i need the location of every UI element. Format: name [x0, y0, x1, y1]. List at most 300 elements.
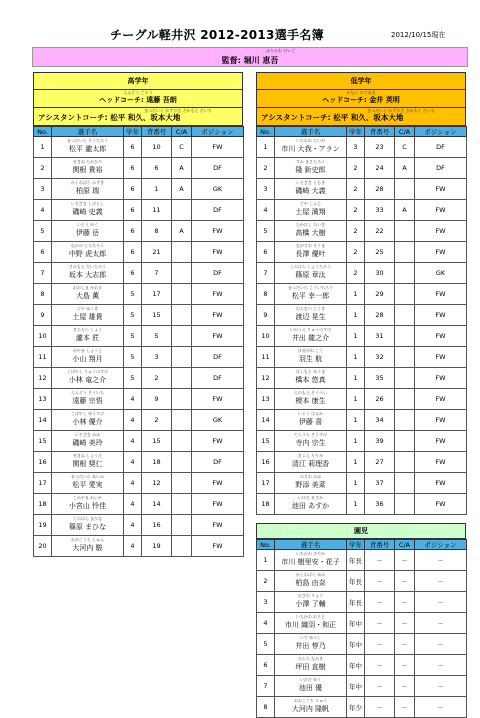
player-name: 隆 釿史郎 — [295, 166, 326, 174]
player-name: 市川 織羽・和正 — [284, 621, 337, 629]
player-position: － — [415, 550, 467, 571]
player-name-ruby: かしわばら みずき — [70, 180, 105, 185]
player-name-cell — [52, 431, 124, 452]
player-number: 16 — [142, 515, 172, 536]
player-name-cell — [52, 515, 124, 536]
player-no: 3 — [257, 179, 275, 200]
player-ca: A — [172, 179, 192, 200]
player-no: 3 — [257, 592, 275, 613]
player-name-ruby: えんどう そういち — [70, 390, 105, 395]
table-row — [257, 613, 467, 634]
player-ca: － — [395, 697, 415, 718]
player-ca: C — [395, 137, 415, 158]
director-ruby: ほりかわ けいご — [266, 48, 296, 53]
col-grade: 学年 — [347, 127, 365, 137]
player-grade: 4 — [124, 452, 142, 473]
player-name-cell — [52, 263, 124, 284]
player-number: － — [365, 676, 395, 697]
player-name-ruby: いちかわ たいが — [295, 138, 326, 143]
player-ca — [172, 410, 192, 431]
player-name-ruby: きよえ りりか — [297, 453, 324, 458]
kindergarten-table — [256, 539, 467, 718]
player-position: FW — [415, 494, 467, 515]
table-row — [34, 263, 244, 284]
player-position: FW — [192, 137, 244, 158]
table-row — [257, 242, 467, 263]
player-position: FW — [415, 410, 467, 431]
player-no: 17 — [257, 473, 275, 494]
player-position: FW — [415, 347, 467, 368]
player-position: FW — [415, 389, 467, 410]
player-ca — [395, 389, 415, 410]
player-name-cell — [52, 389, 124, 410]
player-no: 6 — [257, 655, 275, 676]
player-name: 小林 優介 — [72, 418, 103, 426]
table-row — [257, 473, 467, 494]
player-name: 松平 瀧太郎 — [68, 145, 107, 153]
player-grade: 1 — [347, 452, 365, 473]
player-name-cell — [275, 305, 347, 326]
player-ca — [172, 200, 192, 221]
player-number: 27 — [365, 452, 395, 473]
player-grade: 2 — [347, 200, 365, 221]
player-name-ruby: たかはし たいき — [295, 222, 326, 227]
player-position: FW — [415, 284, 467, 305]
col-ca: C/A — [395, 127, 415, 137]
player-number: 8 — [142, 221, 172, 242]
player-position: FW — [192, 284, 244, 305]
player-grade: 4 — [124, 473, 142, 494]
player-name-ruby: こばやし ゆうすけ — [70, 411, 105, 416]
player-name-ruby: いとう がく — [76, 222, 99, 227]
player-name-cell — [275, 284, 347, 305]
table-row — [257, 697, 467, 718]
player-name: 小山 翔月 — [72, 355, 103, 363]
player-name: 柏原 瑞 — [75, 187, 100, 195]
player-name-cell — [52, 137, 124, 158]
player-position: FW — [192, 536, 244, 557]
player-name: 瀧本 匠 — [75, 334, 100, 342]
player-name-cell — [275, 431, 347, 452]
player-name: 中野 虎太郎 — [68, 250, 107, 258]
player-name-ruby: いで あつし — [299, 635, 322, 640]
player-number: 11 — [142, 200, 172, 221]
player-position: DF — [415, 158, 467, 179]
player-ca — [172, 473, 192, 494]
player-number: 12 — [142, 473, 172, 494]
player-name-ruby: おおこうち りゅう — [293, 698, 328, 703]
player-number: 17 — [142, 284, 172, 305]
table-header-row — [257, 127, 467, 137]
player-name-ruby: おやま しょうじ — [72, 348, 103, 353]
player-number: 28 — [365, 305, 395, 326]
player-ca: － — [395, 634, 415, 655]
player-name: 篠原 章汰 — [295, 271, 326, 279]
player-grade: 年長 — [347, 592, 365, 613]
player-grade: 6 — [124, 263, 142, 284]
player-name-cell — [275, 571, 347, 592]
player-number: 24 — [365, 158, 395, 179]
player-grade: 年中 — [347, 613, 365, 634]
player-name: 清江 莉理香 — [291, 460, 330, 468]
player-number: 1 — [142, 179, 172, 200]
table-row — [257, 389, 467, 410]
player-name-cell — [275, 179, 347, 200]
player-ca — [395, 221, 415, 242]
player-name-cell — [275, 389, 347, 410]
player-name-cell — [52, 347, 124, 368]
lower-head-coach-ruby: かない ひであき — [346, 90, 376, 95]
player-name: 野添 美菜 — [295, 481, 326, 489]
player-number: 14 — [142, 494, 172, 515]
player-ca — [172, 326, 192, 347]
player-position: FW — [192, 515, 244, 536]
player-no: 7 — [257, 263, 275, 284]
player-position: FW — [415, 452, 467, 473]
player-name-ruby: ひらた なおき — [297, 656, 324, 661]
player-position: FW — [415, 431, 467, 452]
player-name-ruby: せきね しょうた — [72, 453, 103, 458]
player-number: 3 — [142, 347, 172, 368]
player-name-ruby: いとう はるか — [297, 411, 324, 416]
player-no: 4 — [257, 200, 275, 221]
player-number: － — [365, 655, 395, 676]
upper-head-coach-ruby: えんどう ごろう — [123, 90, 153, 95]
player-name: 小宮山 怜佳 — [68, 502, 107, 510]
player-ca: － — [395, 550, 415, 571]
player-name: 榎本 康生 — [295, 397, 326, 405]
player-number: 26 — [365, 389, 395, 410]
lower-assistant-ruby: まつだいら かずひさ さかもと だいち — [367, 108, 435, 113]
player-name: 松平 幸一郎 — [291, 292, 330, 300]
player-ca — [395, 242, 415, 263]
player-no: 14 — [257, 410, 275, 431]
player-name-cell — [275, 200, 347, 221]
player-name-ruby: こばやし りゅうのすけ — [66, 369, 109, 374]
player-name: 遠藤 宗悟 — [72, 397, 103, 405]
player-position: FW — [192, 389, 244, 410]
player-no: 11 — [34, 347, 52, 368]
director-banner — [32, 47, 468, 67]
player-name-ruby: いちかわ おりと — [295, 614, 326, 619]
lower-grade-table — [256, 126, 467, 515]
player-position: － — [415, 655, 467, 676]
player-number: － — [365, 613, 395, 634]
player-no: 6 — [34, 242, 52, 263]
player-grade: 2 — [347, 242, 365, 263]
table-row — [257, 347, 467, 368]
table-row — [34, 137, 244, 158]
player-grade: 4 — [124, 515, 142, 536]
player-no: 5 — [257, 634, 275, 655]
player-grade: 年中 — [347, 676, 365, 697]
player-name-cell — [275, 368, 347, 389]
player-position: FW — [192, 494, 244, 515]
table-row — [34, 389, 244, 410]
player-position: DF — [192, 263, 244, 284]
player-ca: C — [172, 137, 192, 158]
player-position: － — [415, 592, 467, 613]
col-name: 選手名 — [275, 127, 347, 137]
player-grade: 1 — [347, 410, 365, 431]
player-name-ruby: おざわ りょう — [297, 593, 324, 598]
player-name: 関根 奨仁 — [72, 460, 103, 468]
player-name-ruby: まつだいら そうたろう — [66, 138, 109, 143]
player-ca: A — [395, 158, 415, 179]
player-position: FW — [192, 431, 244, 452]
player-number: 2 — [142, 368, 172, 389]
player-grade: 2 — [347, 158, 365, 179]
player-grade: 1 — [347, 305, 365, 326]
page-title: チーグル軽井沢 2012-2013選手名簿 — [110, 28, 324, 42]
player-name-cell — [52, 158, 124, 179]
player-no: 6 — [257, 242, 275, 263]
player-name-cell — [275, 242, 347, 263]
table-row — [34, 347, 244, 368]
table-row — [257, 452, 467, 473]
player-ca — [172, 305, 192, 326]
player-no: 15 — [34, 431, 52, 452]
player-grade: 2 — [347, 263, 365, 284]
table-row — [34, 452, 244, 473]
player-name-cell — [275, 494, 347, 515]
player-number: 10 — [142, 137, 172, 158]
upper-assistant-name: アシスタントコーチ: 松平 和久、坂本大地 — [38, 113, 181, 122]
player-grade: 1 — [347, 389, 365, 410]
player-name: 池田 優 — [298, 684, 323, 692]
player-name-cell — [52, 494, 124, 515]
player-no: 13 — [257, 389, 275, 410]
player-number: － — [365, 697, 395, 718]
player-number: 31 — [365, 326, 395, 347]
player-ca: － — [395, 676, 415, 697]
player-no: 8 — [257, 284, 275, 305]
player-name: 松平 愛実 — [72, 481, 103, 489]
player-grade: 年長 — [347, 571, 365, 592]
player-grade: 年長 — [347, 550, 365, 571]
player-ca — [395, 284, 415, 305]
player-no: 18 — [34, 494, 52, 515]
table-row — [257, 326, 467, 347]
player-ca — [172, 242, 192, 263]
player-name-cell — [52, 452, 124, 473]
table-row — [257, 494, 467, 515]
player-name: 磯崎 大義 — [295, 187, 326, 195]
player-name: 坂本 大志郎 — [68, 271, 107, 279]
player-position: FW — [192, 473, 244, 494]
player-position: FW — [415, 368, 467, 389]
player-no: 8 — [257, 697, 275, 718]
player-position: FW — [415, 179, 467, 200]
player-name: 小澤 了輔 — [295, 600, 326, 608]
table-row — [257, 200, 467, 221]
player-ca — [172, 284, 192, 305]
player-position: － — [415, 634, 467, 655]
player-name: 小林 竜之介 — [68, 376, 107, 384]
player-grade: 2 — [347, 179, 365, 200]
player-position: GK — [192, 410, 244, 431]
upper-head-coach-name: ヘッドコーチ: 遠藤 吾朗 — [99, 96, 177, 104]
player-no: 10 — [257, 326, 275, 347]
player-name-cell — [275, 697, 347, 718]
player-no: 7 — [34, 263, 52, 284]
player-position: FW — [192, 305, 244, 326]
player-name: 井出 惇乃 — [295, 642, 326, 650]
player-ca — [172, 494, 192, 515]
player-name-cell — [275, 137, 347, 158]
player-position: － — [415, 697, 467, 718]
player-no: 2 — [34, 158, 52, 179]
player-ca — [172, 515, 192, 536]
player-name-ruby: のさわ みほ — [299, 474, 322, 479]
player-number: 7 — [142, 263, 172, 284]
player-name-cell — [275, 410, 347, 431]
upper-assistant-coach — [33, 108, 243, 126]
player-grade: 6 — [124, 221, 142, 242]
table-row — [34, 284, 244, 305]
table-header-row — [34, 127, 244, 137]
player-no: 19 — [34, 515, 52, 536]
player-grade: 6 — [124, 179, 142, 200]
player-ca: A — [172, 158, 192, 179]
player-position: － — [415, 613, 467, 634]
player-grade: 5 — [124, 368, 142, 389]
player-no: 5 — [257, 221, 275, 242]
table-row — [34, 494, 244, 515]
table-row — [257, 592, 467, 613]
player-name-ruby: さかもと だいたろう — [68, 264, 107, 269]
col-number: 背番号 — [365, 127, 395, 137]
player-ca: － — [395, 613, 415, 634]
player-name-cell — [52, 536, 124, 557]
player-grade: 2 — [347, 221, 365, 242]
lower-assistant-name: アシスタントコーチ: 松平 和久、坂本大地 — [261, 113, 404, 122]
player-position: － — [415, 676, 467, 697]
player-name: 坪田 直樹 — [295, 663, 326, 671]
player-no: 12 — [34, 368, 52, 389]
table-row — [34, 158, 244, 179]
player-name: 井出 龍之介 — [291, 334, 330, 342]
player-position: FW — [415, 326, 467, 347]
player-name-cell — [275, 158, 347, 179]
player-grade: 6 — [124, 242, 142, 263]
player-name: 羽生 航 — [298, 355, 323, 363]
player-number: 21 — [142, 242, 172, 263]
table-row — [34, 221, 244, 242]
player-name-ruby: いそざき しげとし — [70, 201, 105, 206]
player-name-ruby: はしもと ゆうま — [295, 369, 326, 374]
player-number: 34 — [365, 410, 395, 431]
lower-grade-title: 低学年 — [256, 72, 466, 90]
player-no: 14 — [34, 410, 52, 431]
player-no: 15 — [257, 431, 275, 452]
player-number: 29 — [365, 284, 395, 305]
player-ca — [172, 452, 192, 473]
player-no: 11 — [257, 347, 275, 368]
table-row — [257, 368, 467, 389]
player-position: DF — [192, 200, 244, 221]
director-name: 監督: 堀川 恵吾 — [221, 56, 279, 65]
player-no: 18 — [257, 494, 275, 515]
col-no: No. — [34, 127, 52, 137]
kindergarten-title: 園児 — [256, 523, 466, 539]
player-number: 35 — [365, 368, 395, 389]
player-ca — [395, 305, 415, 326]
player-name-cell — [275, 326, 347, 347]
player-name: 磯崎 美玲 — [72, 439, 103, 447]
player-name: 高橋 大樹 — [295, 229, 326, 237]
player-name: 土屋 雄貴 — [72, 313, 103, 321]
player-position: FW — [415, 221, 467, 242]
player-name-cell — [52, 221, 124, 242]
player-ca — [395, 473, 415, 494]
player-name: 柏島 由奈 — [295, 579, 326, 587]
player-name-cell — [52, 242, 124, 263]
player-name-cell — [275, 592, 347, 613]
player-name: 大河内 隆帆 — [291, 705, 330, 713]
player-name: 伊藤 岳 — [75, 229, 100, 237]
player-number: 37 — [365, 473, 395, 494]
player-name-cell — [275, 347, 347, 368]
player-name-ruby: すみ まさたろう — [295, 159, 326, 164]
player-name-ruby: いけだ ゆう — [299, 677, 322, 682]
upper-grade-table — [33, 126, 244, 557]
table-row — [34, 242, 244, 263]
player-name-cell — [52, 326, 124, 347]
player-name-cell — [275, 655, 347, 676]
table-row — [257, 221, 467, 242]
player-grade: 5 — [124, 326, 142, 347]
table-row — [257, 431, 467, 452]
player-ca: － — [395, 571, 415, 592]
player-grade: 4 — [124, 410, 142, 431]
player-position: GK — [192, 179, 244, 200]
player-position: DF — [192, 347, 244, 368]
col-number: 背番号 — [365, 540, 395, 550]
player-number: 18 — [142, 452, 172, 473]
player-grade: 1 — [347, 326, 365, 347]
player-grade: 1 — [347, 431, 365, 452]
player-number: 39 — [365, 431, 395, 452]
player-position: FW — [415, 305, 467, 326]
player-number: － — [365, 592, 395, 613]
player-name-cell — [52, 410, 124, 431]
table-row — [257, 263, 467, 284]
player-name-ruby: きたむら しょう — [72, 327, 103, 332]
player-position: － — [415, 571, 467, 592]
col-position: ポジション — [415, 127, 467, 137]
player-name: 大河内 駿 — [72, 544, 103, 552]
player-name: 磯崎 史義 — [72, 208, 103, 216]
player-name-cell — [52, 179, 124, 200]
player-name-ruby: いそざき ともき — [295, 180, 326, 185]
player-number: － — [365, 634, 395, 655]
table-row — [34, 179, 244, 200]
player-grade: 6 — [124, 137, 142, 158]
table-row — [34, 515, 244, 536]
player-ca — [172, 536, 192, 557]
player-number: － — [365, 571, 395, 592]
player-no: 4 — [257, 613, 275, 634]
player-no: 17 — [34, 473, 52, 494]
player-number: 19 — [142, 536, 172, 557]
player-name: 土屋 満翔 — [295, 208, 326, 216]
player-position: DF — [192, 158, 244, 179]
player-number: 36 — [365, 494, 395, 515]
player-ca — [395, 179, 415, 200]
table-row — [257, 179, 467, 200]
col-ca: C/A — [172, 127, 192, 137]
